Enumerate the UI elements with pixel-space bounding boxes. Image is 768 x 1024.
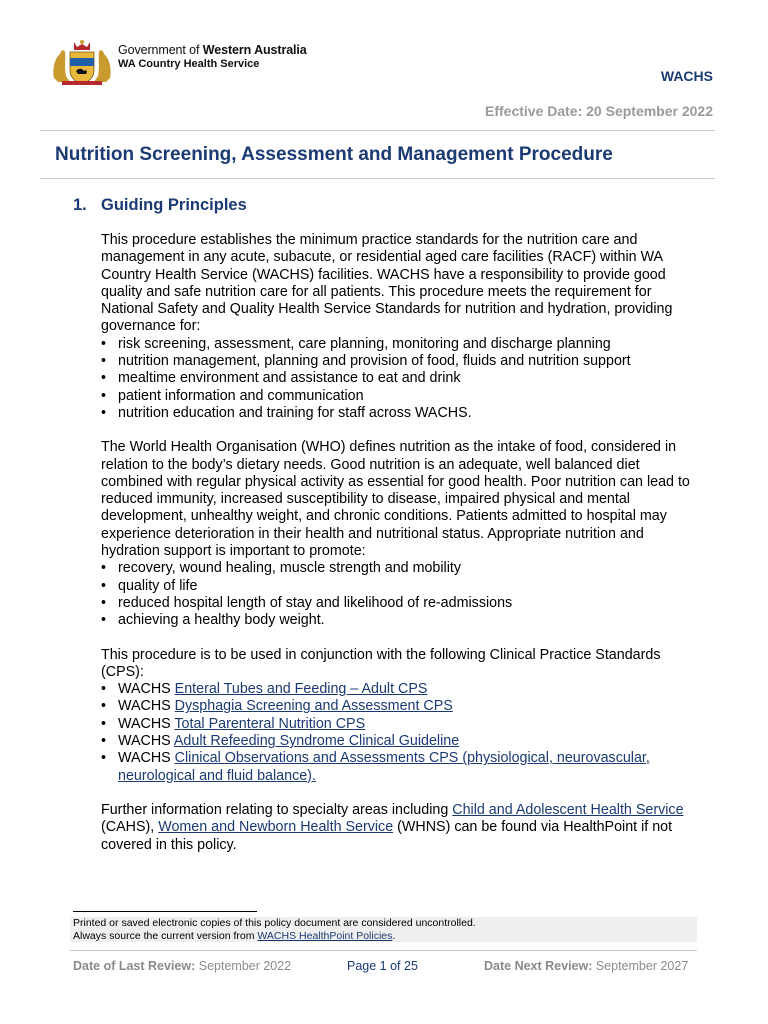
footer-divider: [70, 950, 697, 951]
effective-date: Effective Date: 20 September 2022: [485, 103, 713, 119]
section-number: 1.: [73, 196, 87, 214]
list-item: • mealtime environment and assistance to eat and drink: [101, 370, 701, 387]
org-code: WACHS: [660, 68, 713, 84]
list-item: • WACHS Total Parenteral Nutrition CPS: [101, 716, 701, 733]
cps-list: [101, 681, 701, 785]
list-item: • risk screening, assessment, care planning, monitoring and discharge planning: [101, 336, 701, 353]
link-refeeding-guideline[interactable]: Adult Refeeding Syndrome Clinical Guideline: [173, 733, 460, 750]
link-whns[interactable]: Women and Newborn Health Service: [158, 819, 394, 836]
wa-crest-logo: [48, 38, 116, 86]
link-tpn-cps[interactable]: Total Parenteral Nutrition CPS: [174, 715, 366, 732]
list-item: • nutrition education and training for staff across WACHS.: [101, 405, 701, 422]
section-heading: [73, 196, 247, 215]
gov-name: Government of Western Australia: [118, 43, 307, 57]
footnote-line-2: Always source the current version from WACHS HealthPoint Policies.: [73, 930, 396, 942]
list-item: • reduced hospital length of stay and likelihood of re-admissions: [101, 595, 701, 612]
list-item: • WACHS Clinical Observations and Assessments CPS (physiological, neurovascular, neurological and fluid balance).: [101, 750, 701, 785]
gov-subtitle: WA Country Health Service: [118, 58, 260, 70]
footnote-rule: [73, 911, 257, 912]
list-item: • WACHS Adult Refeeding Syndrome Clinical Guideline: [101, 733, 701, 750]
title-divider: [40, 178, 715, 179]
document-body: [101, 232, 701, 854]
paragraph-who: The World Health Organisation (WHO) defines nutrition as the intake of food, considered in relation to the body’s dietary needs. Good nutrition is an adequate, well balanced diet combined with regular physical activity as essential for good health. Poor nutrition can lead to reduced immunity, increased susceptibility to disease, impaired physical and mental development, unhealthy weight, and chronic conditions. Patients admitted to hospital may experience deterioration in their health and nutritional status. Appropriate nutrition and hydration support is important to promote:: [101, 439, 690, 560]
page-title: Nutrition Screening, Assessment and Management Procedure: [55, 144, 613, 165]
list-item: • WACHS Dysphagia Screening and Assessment CPS: [101, 698, 701, 715]
link-dysphagia-cps[interactable]: Dysphagia Screening and Assessment CPS: [174, 698, 453, 715]
last-review: Date of Last Review: September 2022: [73, 959, 292, 973]
page-number: Page 1 of 25: [347, 959, 418, 973]
paragraph-further-info: Further information relating to specialty areas including Child and Adolescent Health Service (CAHS), Women and Newborn Health Service (WHNS) can be found via HealthPoint if not covered in this policy.: [101, 801, 684, 853]
paragraph-intro: This procedure establishes the minimum practice standards for the nutrition care and management in any acute, subacute, or residential aged care facilities (RACF) within WA Country Health Service (WACHS) facilities. WACHS have a responsibility to provide good quality and safe nutrition care for all patients. This procedure meets the requirement for National Safety and Quality Health Service Standards for nutrition and hydration, providing governance for:: [101, 232, 673, 335]
governance-list: [101, 336, 701, 422]
link-enteral-tubes-cps[interactable]: Enteral Tubes and Feeding – Adult CPS: [174, 681, 428, 698]
footnote-line-1: Printed or saved electronic copies of this policy document are considered uncontrolled.: [73, 917, 476, 929]
list-item: • WACHS Enteral Tubes and Feeding – Adult CPS: [101, 681, 701, 698]
promote-list: [101, 560, 701, 629]
list-item: • recovery, wound healing, muscle strength and mobility: [101, 560, 701, 577]
header-divider: [40, 130, 715, 131]
link-cahs[interactable]: Child and Adolescent Health Service: [452, 801, 684, 818]
list-item: • achieving a healthy body weight.: [101, 612, 701, 629]
list-item: • patient information and communication: [101, 388, 701, 405]
list-item: • nutrition management, planning and provision of food, fluids and nutrition support: [101, 353, 701, 370]
paragraph-cps: This procedure is to be used in conjunction with the following Clinical Practice Standards (CPS):: [101, 646, 661, 680]
link-clinical-observations-cps[interactable]: Clinical Observations and Assessments CPS (physiological, neurovascular, neurological and fluid balance).: [118, 750, 650, 784]
list-item: • quality of life: [101, 578, 701, 595]
page-header: [0, 0, 768, 130]
next-review: Date Next Review: September 2027: [484, 959, 689, 973]
section-title: Guiding Principles: [101, 196, 247, 214]
link-healthpoint-policies[interactable]: WACHS HealthPoint Policies: [257, 930, 393, 942]
